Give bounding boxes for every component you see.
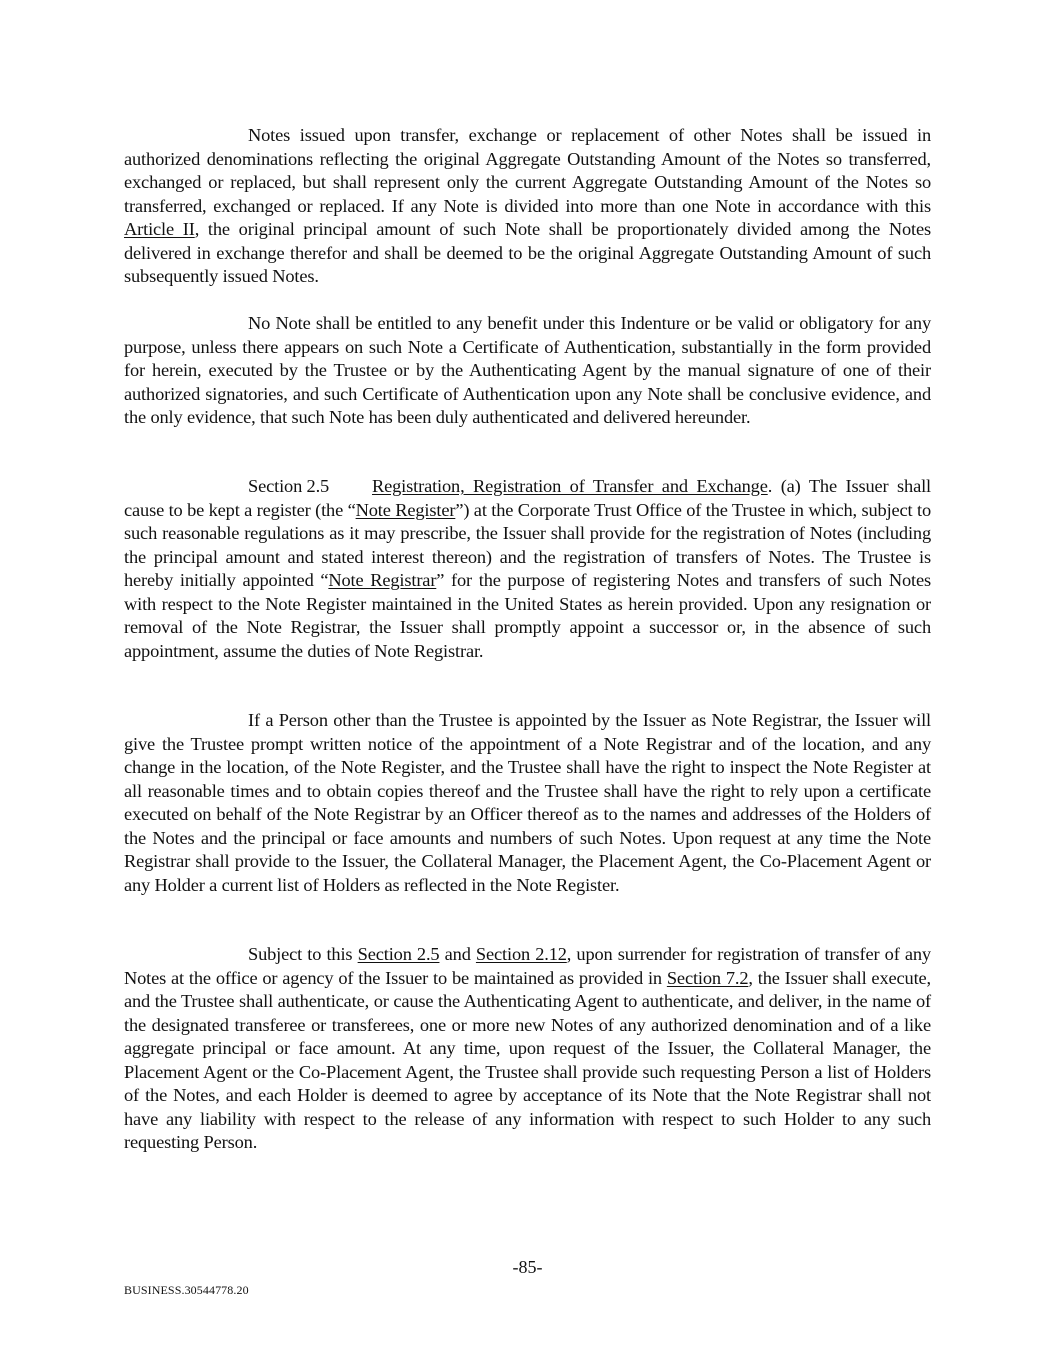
paragraph-text: , the Issuer shall execute, and the Trustee shall authenticate, or cause the Authenticating Agent to authenticate, and deliver, in the name of the designated transferee or transferees, one or more new Notes of any authorized denomination and of a like aggregate principal or face amount. At any time, upon request of the Issuer, the Collateral Manager, the Placement Agent or the Co-Placement Agent, the Trustee shall provide such requesting Person a list of Holders of the Notes, and each Holder is deemed to agree by acceptance of its Note that the Note Registrar shall not have any liability with respect to the release of any information with respect to such Holder to any such requesting Person. [124, 967, 931, 1152]
paragraph-text: and [439, 944, 476, 964]
section-number: Section 2.5 [248, 476, 330, 496]
paragraph-section-2-5 [124, 475, 931, 663]
paragraph-text: ” for the purpose of registering Notes and transfers of such Notes with respect to the Note Register maintained in the United States as herein provided. Upon any resignation or removal of the Note Registrar, the Issuer shall promptly appoint a successor or, in the absence of such appointment, assume the duties of Note Registrar. [124, 570, 931, 661]
cross-reference-link-section-2-12[interactable]: Section 2.12 [475, 944, 567, 964]
paragraph-text: Subject to this [248, 944, 358, 964]
cross-reference-link-article-ii[interactable]: Article II [124, 219, 195, 239]
defined-term-note-registrar: Note Registrar [328, 570, 437, 590]
paragraph-other-registrar: If a Person other than the Trustee is appointed by the Issuer as Note Registrar, the Issuer will give the Trustee prompt written notice of the appointment of a Note Registrar and of the location, and any change in the location, of the Note Register, and the Trustee shall have the right to inspect the Note Register at all reasonable times and to obtain copies thereof and the Trustee shall have the right to rely upon a certificate executed on behalf of the Note Registrar by an Officer thereof as to the names and addresses of the Holders of the Notes and the principal or face amounts and numbers of such Notes. Upon request at any time the Note Registrar shall provide to the Issuer, the Collateral Manager, the Placement Agent, the Co-Placement Agent or any Holder a current list of Holders as reflected in the Note Register. [124, 710, 931, 895]
paragraph-text: . (a) The Issuer shall cause to be kept a register (the “ [124, 476, 931, 520]
section-title: Registration, Registration of Transfer and Exchange [372, 476, 768, 496]
defined-term-note-register: Note Register [355, 499, 456, 520]
paragraph-note-issuance [124, 124, 931, 289]
cross-reference-link-section-7-2[interactable]: Section 7.2 [666, 967, 749, 988]
paragraph-text: , the original principal amount of such Note shall be proportionately divided among the Notes delivered in exchange therefor and shall be deemed to be the original Aggregate Outstanding Amount of such subsequently issued Notes. [124, 219, 931, 286]
paragraph-text: ”) at the Corporate Trust Office of the Trustee in which, subject to such reasonable regulations as it may prescribe, the Issuer shall provide for the registration of Notes (including the principal amount and stated interest thereon) and the registration of transfers of Notes. The Trustee is hereby initially appointed “ [124, 499, 932, 590]
paragraph-transfer-surrender [124, 943, 931, 1155]
cross-reference-link-section-2-5[interactable]: Section 2.5 [357, 944, 440, 964]
paragraph-text: Notes issued upon transfer, exchange or replacement of other Notes shall be issued in authorized denominations reflecting the original Aggregate Outstanding Amount of the Notes so transferred, exchanged or replaced, but shall represent only the current Aggregate Outstanding Amount of the Notes so transferred, exchanged or replaced. If any Note is divided into more than one Note in accordance with this [124, 125, 931, 216]
page-number: -85- [512, 1257, 543, 1277]
document-id: BUSINESS.30544778.20 [124, 1283, 249, 1297]
paragraph-text: , upon surrender for registration of transfer of any Notes at the office or agency of the Issuer to be maintained as provided in [124, 944, 931, 988]
paragraph-authentication: No Note shall be entitled to any benefit under this Indenture or be valid or obligatory for any purpose, unless there appears on such Note a Certificate of Authentication, substantially in the form provided for herein, executed by the Trustee or by the Authenticating Agent by the manual signature of one of their authorized signatories, and such Certificate of Authentication upon any Note shall be conclusive evidence, and the only evidence, that such Note has been duly authenticated and delivered hereunder. [124, 313, 931, 427]
